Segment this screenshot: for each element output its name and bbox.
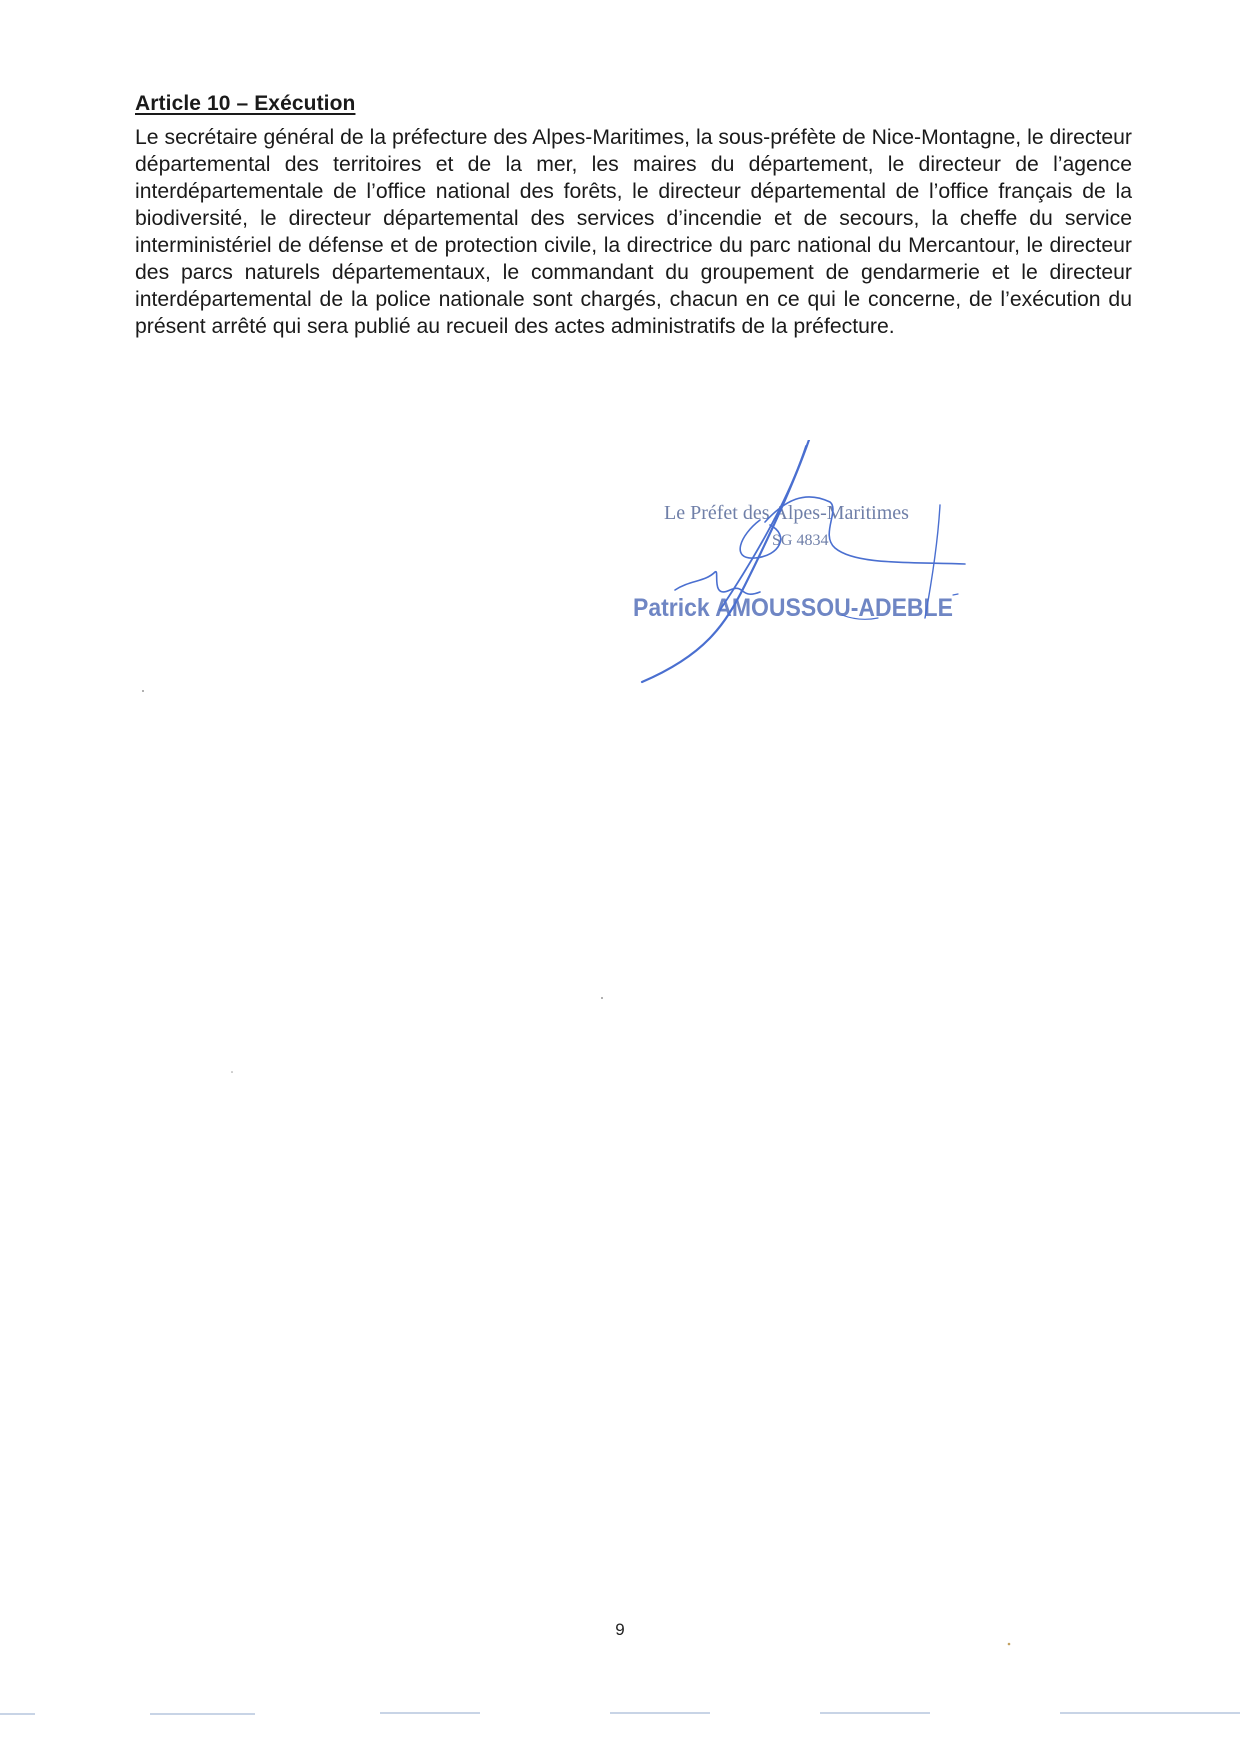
page-number: 9 — [615, 1620, 625, 1639]
stamp-signer-name: Patrick AMOUSSOU-ADEBLE — [633, 594, 953, 622]
article-body: Le secrétaire général de la préfecture des Alpes-Maritimes, la sous-préfète de Nice-Montagne, le directeur départemental des territoires et de la mer, les maires du département, le directeur de l’agence interdépartementale de l’office national des forêts, le directeur départemental de l’office français de la biodiversité, le directeur départemental des services d’incendie et de secours, la cheffe du service interministériel de défense et de protection civile, la directrice du parc national du Mercantour, le directeur des parcs naturels départementaux, le commandant du groupement de gendarmerie et le directeur interdépartemental de la police nationale sont chargés, chacun en ce qui le concerne, de l’exécution du présent arrêté qui sera publié au recueil des actes administratifs de la préfecture. — [135, 126, 1132, 338]
stamp-code: SG 4834 — [772, 532, 829, 549]
article-title: Article 10 – Exécution — [135, 92, 356, 115]
stamp-title: Le Préfet des Alpes-Maritimes — [664, 502, 909, 524]
